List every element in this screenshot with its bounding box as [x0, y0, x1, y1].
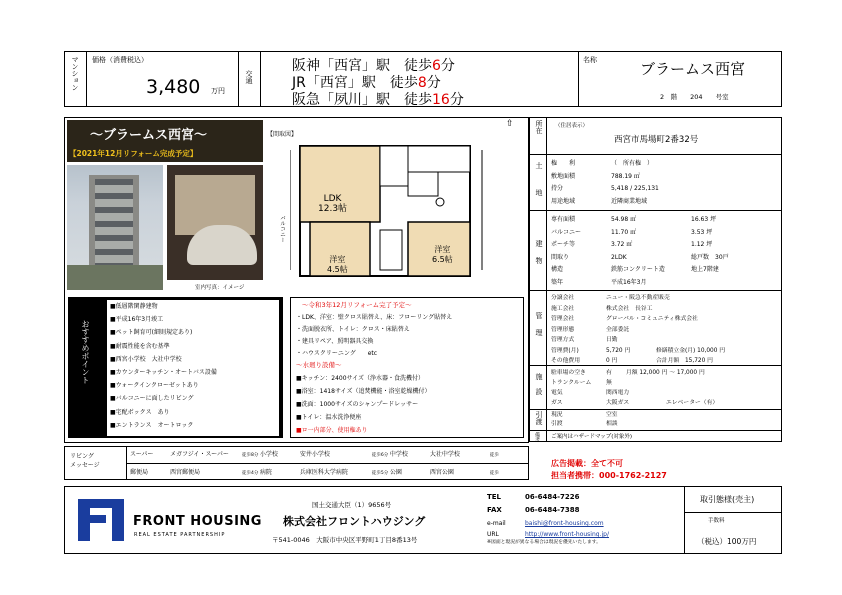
fee-label: 手数料 [708, 518, 725, 524]
price-label: 価格（消費税込） [92, 56, 148, 64]
url-link[interactable]: http://www.front-housing.jp/ [525, 531, 609, 538]
delivery-label: 引渡 [535, 411, 543, 425]
location-sub: （住居表示） [555, 123, 589, 129]
reform-item-1: ・LDK、洋室：壁クロス貼替え、床：フローリング貼替え [296, 314, 453, 321]
land-label: 土地 [535, 162, 543, 216]
building-label: 建物 [535, 240, 543, 274]
north-icon: ⇧ [506, 119, 514, 129]
delivery-rows: 現況 空室 引渡 相談 [551, 412, 618, 427]
living-label: リビング メッセージ [70, 453, 100, 469]
price-value: 3,480 [146, 76, 201, 98]
price-unit: 万円 [211, 87, 225, 95]
location-label: 所在 [535, 120, 543, 134]
facility-rows: 駐車場の空き 有 月額 12,000 円 ～ 17,000 円 トランクルーム 無 電気 関西電力 ガス 大阪ガス エレベーター（有） [551, 370, 719, 406]
name-label: 名称 [583, 56, 597, 64]
point-8: ■バルコニーに面したリビング [110, 395, 194, 403]
point-10: ■エントランス オートロック [110, 421, 194, 429]
property-name: ブラームス西宮 [640, 60, 746, 78]
company-address: 〒541-0046 大阪市中央区平野町1丁目8番13号 [272, 536, 418, 544]
point-4: ■耐震性能を含む基準 [110, 342, 170, 350]
water-item-3: ■洗面：1000サイズのシャンプードレッサー [296, 401, 419, 408]
company-logo-icon [78, 499, 124, 541]
reform-item-2: ・洗面脱衣所、トイレ：クロス・床貼替え [296, 326, 410, 333]
reform-title: ～令和3年12月リフォーム完了予定～ [302, 301, 412, 309]
note-label: 備考 [534, 432, 540, 442]
water-title: ～水廻り設備～ [296, 361, 342, 369]
agent-tel: 担当者携帯：000-1762-2127 [551, 471, 667, 480]
company-note: ※図面と現況が異なる場合は現況を優先いたします。 [487, 540, 601, 545]
reform-items [296, 312, 452, 360]
promo-title: ～ブラームス西宮～ [90, 128, 208, 143]
living-row-1: スーパー メガフジイ・スーパー 徒歩8分 小学校 安井小学校 徒歩6分 中学校 大社中学校 徒歩 [130, 451, 499, 458]
recommend-list [107, 300, 279, 436]
deal-title: 取引態様(売主) [700, 495, 755, 504]
management-label: 管理 [535, 312, 543, 346]
bath-photo [167, 165, 263, 280]
management-rows: 分譲会社 ニュー・阪急不動産販売 施工会社 株式会社 長谷工 管理会社 グローバル・コミュニティ株式会社 管理形態 全部委託 管理方式 日勤 管理費(月) 5,720 円 修繕積立金(月) 10,000 円 その他費用 0 円 合計月額 15,720 円 [551, 295, 726, 364]
building-rows: 専有面積 54.98 ㎡ 16.63 坪 バルコニー 11.70 ㎡ 3.53 坪 ポーチ等 3.72 ㎡ 1.12 坪 間取り 2LDK 総戸数 30戸 構造 鉄筋コンクリート造 地上7階建 築年 平成16年3月 [551, 216, 729, 286]
reform-item-3: ・建具リペア、照明器具交換 [296, 338, 374, 345]
company-license: 国土交通大臣（1）9656号 [312, 501, 392, 509]
category-label: マンション [71, 56, 79, 91]
fp-balcony-label: バルコニー [279, 215, 285, 243]
reform-item-4: ・ハウスクリーニング etc [296, 350, 378, 357]
fee-value: （税込）100万円 [697, 537, 757, 546]
water-items [296, 372, 430, 437]
fp-room2-label: 洋室 6.5帖 [432, 245, 453, 264]
fp-room1-label: 洋室 4.5帖 [327, 255, 348, 274]
access-line-1: 阪神「西宮」駅 徒歩6分 [292, 58, 455, 74]
company-name: 株式会社フロントハウジング [283, 515, 426, 528]
point-7: ■ウォークインクローゼットあり [110, 382, 199, 390]
building-photo [67, 165, 163, 290]
access-line-3: 阪急「夙川」駅 徒歩16分 [292, 92, 464, 108]
point-9: ■宅配ボックス あり [110, 408, 170, 416]
land-rows: 権 利 （ 所有権 ） 敷地面積 788.19 ㎡ 持分 5,418 / 225,131 用途地域 近隣商業地域 [551, 160, 659, 205]
fp-ldk-label: LDK 12.3帖 [318, 194, 348, 214]
point-1: ■低層階閑静建物 [110, 303, 158, 310]
recommend-vertical: おすすめポイント [81, 320, 90, 384]
promo-subtitle: 【2021年12月リフォーム完成予定】 [69, 149, 198, 158]
company-logo-sub: REAL ESTATE PARTNERSHIP [134, 532, 226, 538]
point-2: ■平成16年3月竣工 [110, 316, 164, 324]
floor-plan [290, 140, 488, 288]
email-link[interactable]: baishi@front-housing.com [525, 520, 604, 527]
note-text: ご案内はハザードマップ(対象外) [551, 434, 633, 440]
floor-value: 2 階 204 号室 [660, 93, 729, 101]
access-line-2: JR「西宮」駅 徒歩8分 [292, 75, 441, 91]
ad-label: 広告掲載：全て不可 [551, 459, 623, 468]
point-3: ■ペット飼育可(細則規定あり) [110, 329, 193, 337]
water-item-2: ■浴室：1418サイズ（追焚機能・浴室乾燥機付） [296, 388, 431, 395]
water-item-5: ■ロ一内部分、使用権あり [296, 427, 368, 434]
location-value: 西宮市馬場町2番32号 [614, 135, 699, 145]
company-contact: TEL 06-6484-7226 FAX 06-6484-7388 e-mail baishi@front-housing.com URL http://www.front-housing.jp/ ※図面と現況が異なる場合は現況を優先いたします。 [487, 493, 609, 545]
facility-label: 施設 [535, 373, 543, 403]
traffic-label: 交通 [245, 70, 253, 84]
company-logo-text: FRONT HOUSING [133, 514, 262, 529]
water-item-1: ■キッチン：2400サイズ（浄水器・食洗機付） [296, 375, 425, 382]
floorplan-label: 【間取図】 [267, 131, 298, 138]
point-6: ■カウンターキッチン・オートバス設備 [110, 369, 217, 377]
photo-caption: 室内写真：イメージ [195, 285, 245, 291]
living-row-2: 郵便局 西宮郵便局 徒歩4分 病院 兵庫医科大学病院 徒歩5分 公園 西宮公園 徒歩 [130, 469, 499, 476]
point-5: ■西宮小学校 大社中学校 [110, 355, 182, 363]
water-item-4: ■トイレ：温水洗浄便座 [296, 414, 362, 421]
